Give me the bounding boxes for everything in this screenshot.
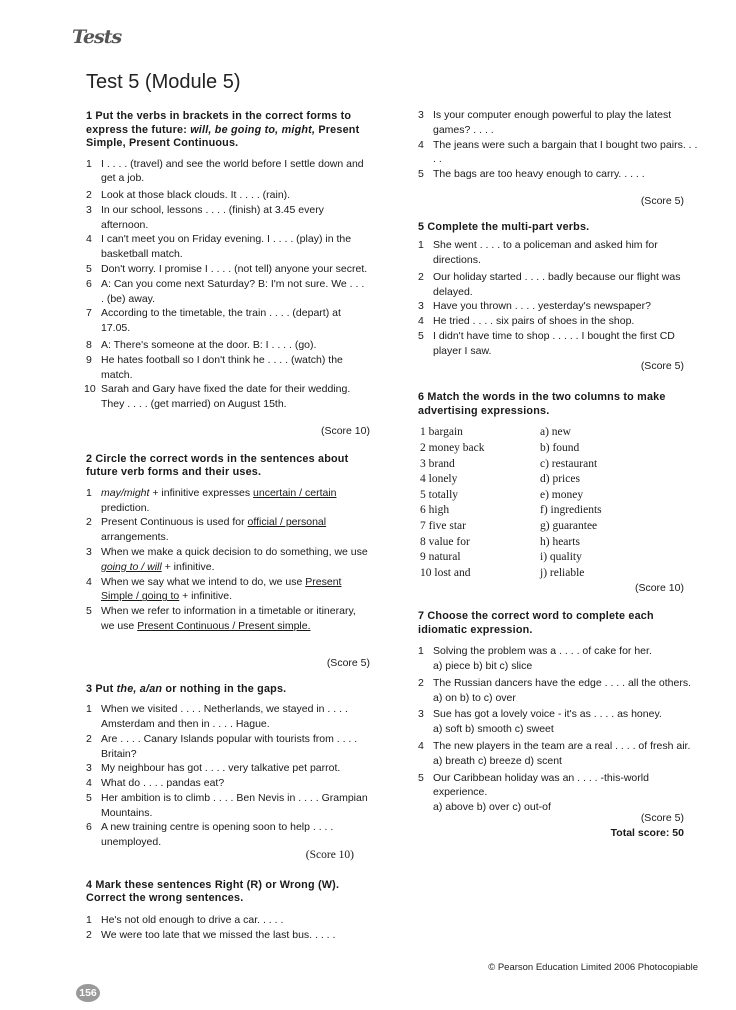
header-logo-mark: Tests (72, 26, 122, 48)
exercise-item: 2 We were too late that we missed the last bus. . . . . (86, 928, 336, 941)
exercise-item: 4 I can't meet you on Friday evening. I . . . . (play) in the basketball match. (86, 233, 352, 261)
match-row: 5 totally e) money (420, 488, 584, 501)
exercise-item: 2 Our holiday started . . . . badly because our flight was delayed. (418, 270, 681, 298)
exercise-item: 6 A new training centre is opening soon to help . . . . unemployed. (86, 821, 334, 849)
right-column (418, 108, 700, 841)
exercise-item: 5 When we refer to information in a timetable or itinerary, we use Present Continuous / Present simple. (86, 605, 356, 633)
section-7 (418, 610, 700, 840)
left-column (86, 110, 370, 942)
section-7-heading: 7 Choose the correct word to complete each idiomatic expression. (418, 610, 654, 636)
exercise-item: 5 I didn't have time to shop . . . . . I bought the first CD player I saw. (418, 330, 675, 357)
exercise-item: 7 According to the timetable, the train . . . . (depart) at 17.05. (86, 307, 341, 335)
section-4-score: (Score 5) (640, 194, 684, 207)
section-4-heading: 4 Mark these sentences Right (R) or Wrong (W). Correct the wrong sentences. (86, 878, 340, 905)
exercise-item: 4 The new players in the team are a real . . . . of fresh air. a) breath c) breeze d) scent (418, 739, 691, 767)
exercise-item: 3 Is your computer enough powerful to play the latest games? . . . . (418, 109, 672, 136)
exercise-item: 2 Are . . . . Canary Islands popular with tourists from . . . . Britain? (86, 732, 358, 760)
exercise-item: 1 She went . . . . to a policeman and asked him for directions. (418, 239, 658, 267)
exercise-item: 2 Present Continuous is used for official / personal arrangements. (86, 516, 327, 544)
exercise-item: 5 The bags are too heavy enough to carry. . . . . (418, 168, 645, 181)
exercise-item: 4 What do . . . . pandas eat? (86, 777, 225, 790)
exercise-item: 3 My neighbour has got . . . . very talkative pet parrot. (86, 762, 341, 775)
section-5-score: (Score 5) (640, 359, 684, 372)
section-1-score: (Score 10) (320, 425, 370, 438)
section-3 (86, 683, 370, 863)
section-1 (86, 110, 370, 439)
exercise-item: 3 When we make a quick decision to do something, we use going to / will + infinitive. (86, 546, 368, 573)
section-6-score: (Score 10) (634, 582, 684, 595)
match-row: 1 bargain a) new (420, 426, 571, 439)
match-row: 2 money back b) found (420, 442, 580, 455)
exercise-item: 2 The Russian dancers have the edge . . . . all the others. a) on b) to c) over (418, 676, 691, 704)
section-4-continued (418, 108, 700, 209)
section-2-heading: 2 Circle the correct words in the sentences about future verb forms and their uses. (86, 452, 349, 479)
section-5-heading: 5 Complete the multi-part verbs. (418, 220, 590, 233)
match-row: 3 brand c) restaurant (420, 457, 598, 470)
exercise-item: 1 He's not old enough to drive a car. . . . . (86, 913, 284, 926)
section-5 (418, 221, 700, 374)
exercise-item: 8 A: There's someone at the door. B: I . . . . (go). (86, 339, 317, 352)
page-title: Test 5 (Module 5) (86, 71, 241, 93)
section-3-heading: 3 Put the, a/an or nothing in the gaps. (86, 682, 287, 695)
exercise-item: 1 may/might + infinitive expresses uncertain / certain prediction. (86, 486, 337, 514)
exercise-item: 1 I . . . . (travel) and see the world before I settle down and get a job. (86, 157, 364, 185)
exercise-item: 4 When we say what we intend to do, we use Present Simple / going to + infinitive. (86, 575, 342, 603)
page-number-badge: 156 (76, 984, 100, 1002)
section-6 (418, 391, 700, 596)
exercise-item: 3 Have you thrown . . . . yesterday's newspaper? (418, 300, 651, 313)
section-6-heading: 6 Match the words in the two columns to make advertising expressions. (418, 391, 666, 417)
total-score: Total score: 50 (610, 826, 684, 839)
exercise-item: 3 Sue has got a lovely voice - it's as . . . . as honey. a) soft b) smooth c) sweet (418, 708, 662, 736)
exercise-item: 4 He tried . . . . six pairs of shoes in the shop. (418, 315, 635, 328)
exercise-item: 1 When we visited . . . . Netherlands, we stayed in . . . . Amsterdam and then in . . . . Hague. (86, 703, 348, 730)
section-2-score: (Score 5) (326, 656, 370, 669)
exercise-item: 3 In our school, lessons . . . . (finish) at 3.45 every afternoon. (86, 203, 324, 231)
match-row: 4 lonely d) prices (420, 473, 580, 486)
section-2 (86, 453, 370, 671)
exercise-item: 4 The jeans were such a bargain that I bought two pairs. . . . . (418, 138, 698, 166)
match-row: 10 lost and j) reliable (420, 566, 585, 579)
match-row: 9 natural i) quality (420, 551, 582, 564)
copyright-footer: © Pearson Education Limited 2006 Photocopiable (488, 962, 698, 973)
section-1-heading: 1 Put the verbs in brackets in the correct forms to express the future: will, be going to, might, Present Simple, Present Continuous. (86, 110, 360, 149)
match-row: 8 value for h) hearts (420, 535, 580, 548)
exercise-item: 5 Her ambition is to climb . . . . Ben Nevis in . . . . Grampian Mountains. (86, 791, 368, 819)
section-3-score: (Score 10) (305, 849, 354, 862)
match-row: 6 high f) ingredients (420, 504, 602, 517)
section-4 (86, 879, 370, 943)
matching-table (420, 425, 602, 581)
match-row: 7 five star g) guarantee (420, 520, 598, 533)
exercise-item: 5 Our Caribbean holiday was an . . . . -this-world experience. a) above b) over c) out-of (418, 771, 649, 814)
exercise-item: 6 A: Can you come next Saturday? B: I'm not sure. We . . . . (be) away. (86, 277, 365, 305)
section-7-score: (Score 5) (640, 811, 684, 824)
exercise-item: 2 Look at those black clouds. It . . . . (rain). (86, 189, 291, 202)
exercise-item: 1 Solving the problem was a . . . . of cake for her. a) piece b) bit c) slice (418, 645, 652, 672)
exercise-item: 10 Sarah and Gary have fixed the date for their wedding. They . . . . (get married) on August 15th. (84, 383, 351, 411)
exercise-item: 9 He hates football so I don't think he . . . . (watch) the match. (86, 353, 343, 381)
exercise-item: 5 Don't worry. I promise I . . . . (not tell) anyone your secret. (86, 263, 368, 276)
